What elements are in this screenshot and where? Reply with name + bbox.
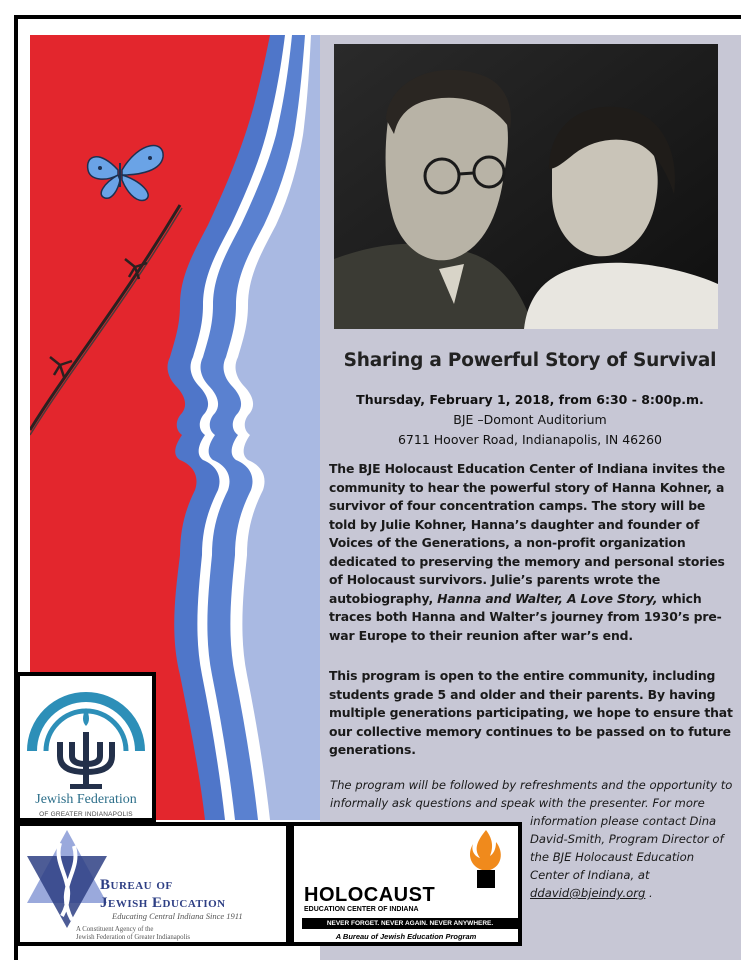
description-text: The BJE Holocaust Education Center of Indiana invites the community to hear the powerful story of Hanna Kohner, a survivor of four concentration camps. The story will be told by Julie Kohner, Hanna’s daughter and founder of Voices of the Generations, a non-profit organization dedicated to preserving the memory and personal stories of Holocaust survivors. Julie’s parents wrote the autobiography,: [329, 461, 725, 606]
bje-agency: [76, 926, 190, 942]
bje-tagline: Educating Central Indiana Since 1911: [112, 911, 243, 921]
bje-name-line2: Jewish Education: [100, 895, 226, 911]
flame-icon: [466, 828, 506, 888]
hec-motto: NEVER FORGET. NEVER AGAIN. NEVER ANYWHERE.: [302, 918, 518, 929]
description-paragraph: [329, 460, 734, 645]
contact-email-link[interactable]: ddavid@bjeindy.org: [530, 886, 646, 900]
hec-subtitle: EDUCATION CENTER OF INDIANA: [304, 906, 419, 913]
event-address: 6711 Hoover Road, Indianapolis, IN 46260: [397, 432, 662, 447]
contact-text: information please contact Dina David-Smith, Program Director of the BJE Holocaust Education Center of Indiana, at: [530, 814, 724, 882]
menorah-icon: [20, 676, 152, 791]
bje-name: [100, 876, 226, 912]
event-date: Thursday, February 1, 2018, from 6:30 - 8:00p.m.: [356, 392, 704, 407]
description-text-end: which traces both Hanna and Walter’s journey from 1930’s pre-war Europe to their reunion after war’s end.: [329, 590, 722, 643]
contact-end: .: [645, 886, 653, 900]
bje-name-line1: Bureau of: [100, 877, 173, 893]
refreshments-note: The program will be followed by refreshments and the opportunity to informally ask questions and speak with the presenter. For more: [330, 778, 733, 810]
event-venue: BJE –Domont Auditorium: [453, 412, 607, 427]
bje-agency-line1: A Constituent Agency of the: [76, 926, 154, 933]
audience-paragraph: This program is open to the entire community, including students grade 5 and older and their parents. By having multiple generations participating, we hope to ensure that our collective memory continues to be passed on to future generations.: [329, 668, 733, 757]
hec-title: HOLOCAUST: [304, 884, 436, 906]
couple-photo: [334, 44, 718, 329]
jewish-federation-logo: [16, 672, 156, 822]
book-title: Hanna and Walter, A Love Story,: [437, 590, 658, 606]
contact-info: [530, 812, 730, 902]
frame-border-top: [14, 15, 741, 19]
event-details: [320, 390, 740, 450]
holocaust-education-center-logo: [290, 822, 522, 946]
federation-subtitle: OF GREATER INDIANAPOLIS: [39, 811, 133, 818]
hec-program: A Bureau of Jewish Education Program: [335, 932, 477, 941]
bje-logo: [16, 822, 290, 946]
federation-name: Jewish Federation: [35, 792, 137, 807]
bje-agency-line2: Jewish Federation of Greater Indianapolis: [76, 934, 191, 941]
headline: Sharing a Powerful Story of Survival: [343, 350, 717, 371]
